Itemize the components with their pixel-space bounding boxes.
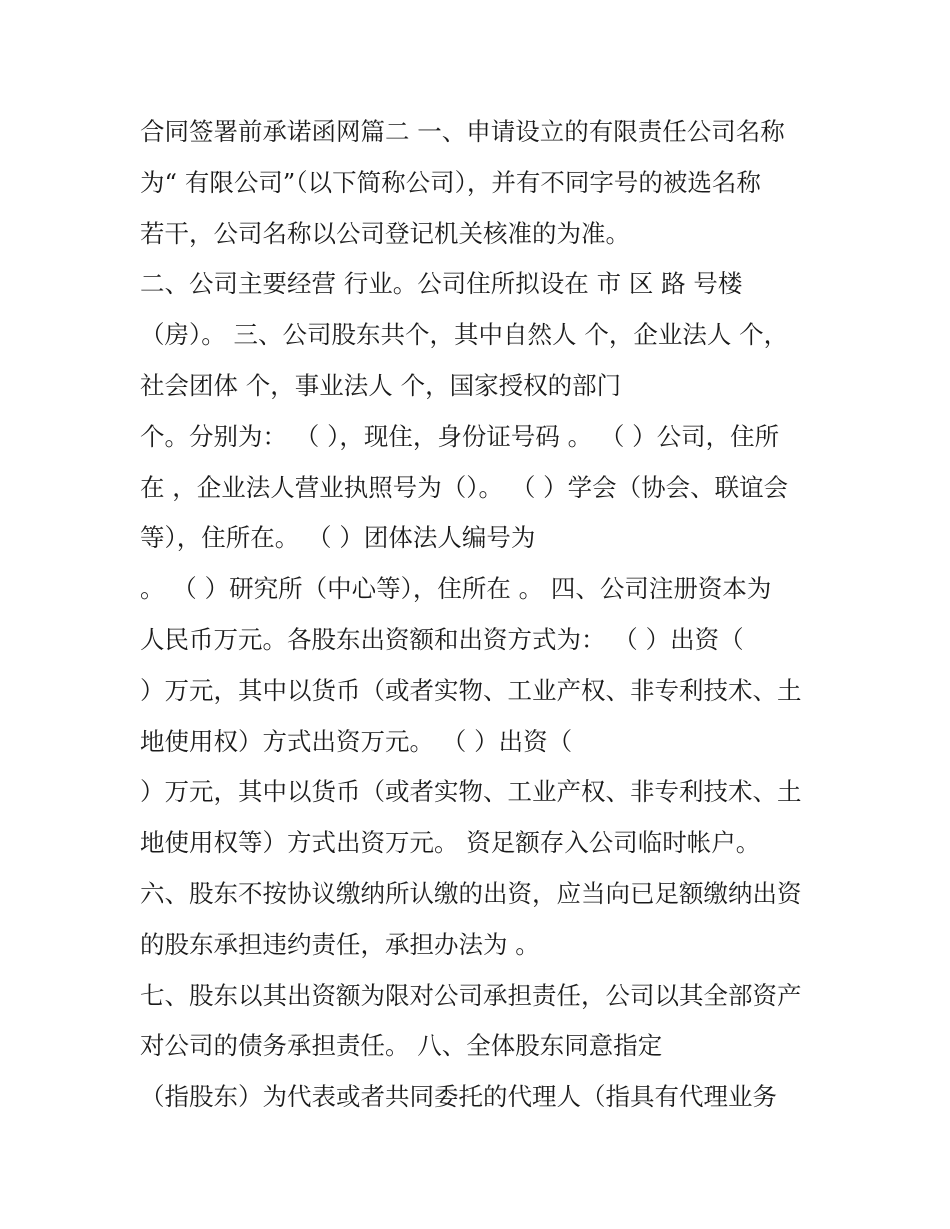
text-line: 在 ，企业法人营业执照号为（）。 （ ）学会（协会、联谊会 — [140, 472, 789, 502]
text-line: 二、公司主要经营 行业。公司住所拟设在 市 区 路 号楼 — [140, 269, 743, 299]
text-line: 若干，公司名称以公司登记机关核准的为准。 — [140, 218, 630, 248]
text-line: 对公司的债务承担责任。 八、全体股东同意指定 — [140, 1031, 663, 1061]
text-line: 等），住所在。 （ ）团体法人编号为 — [140, 523, 536, 553]
text-line: （房）。 三、公司股东共个，其中自然人 个，企业法人 个， — [140, 320, 789, 350]
text-line: 六、股东不按协议缴纳所认缴的出资，应当向已足额缴纳出资 — [140, 878, 802, 908]
text-line: ）万元，其中以货币（或者实物、工业产权、非专利技术、土 — [140, 777, 802, 807]
text-line: 的股东承担违约责任，承担办法为 。 — [140, 929, 540, 959]
text-line: 地使用权等）方式出资万元。 资足额存入公司临时帐户。 — [140, 828, 761, 858]
text-line: 为“ 有限公司”（以下简称公司），并有不同字号的被选名称 — [140, 167, 761, 197]
text-line: 个。分别为： （ ），现住，身份证号码 。 （ ）公司，住所 — [140, 421, 780, 451]
text-line: 地使用权）方式出资万元。 （ ）出资（ — [140, 726, 573, 756]
text-line: 人民币万元。各股东出资额和出资方式为： （ ）出资（ — [140, 624, 744, 654]
text-line: 合同签署前承诺函网篇二 一、申请设立的有限责任公司名称 — [140, 117, 785, 146]
text-line: 。 （ ）研究所（中心等），住所在 。 四、公司注册资本为 — [140, 574, 772, 604]
text-line: （指股东）为代表或者共同委托的代理人（指具有代理业务 — [140, 1082, 777, 1112]
text-line: 七、股东以其出资额为限对公司承担责任，公司以其全部资产 — [140, 980, 802, 1010]
document-body — [140, 107, 820, 1123]
text-line: ）万元，其中以货币（或者实物、工业产权、非专利技术、土 — [140, 675, 802, 705]
text-line: 社会团体 个，事业法人 个，国家授权的部门 — [140, 370, 622, 400]
